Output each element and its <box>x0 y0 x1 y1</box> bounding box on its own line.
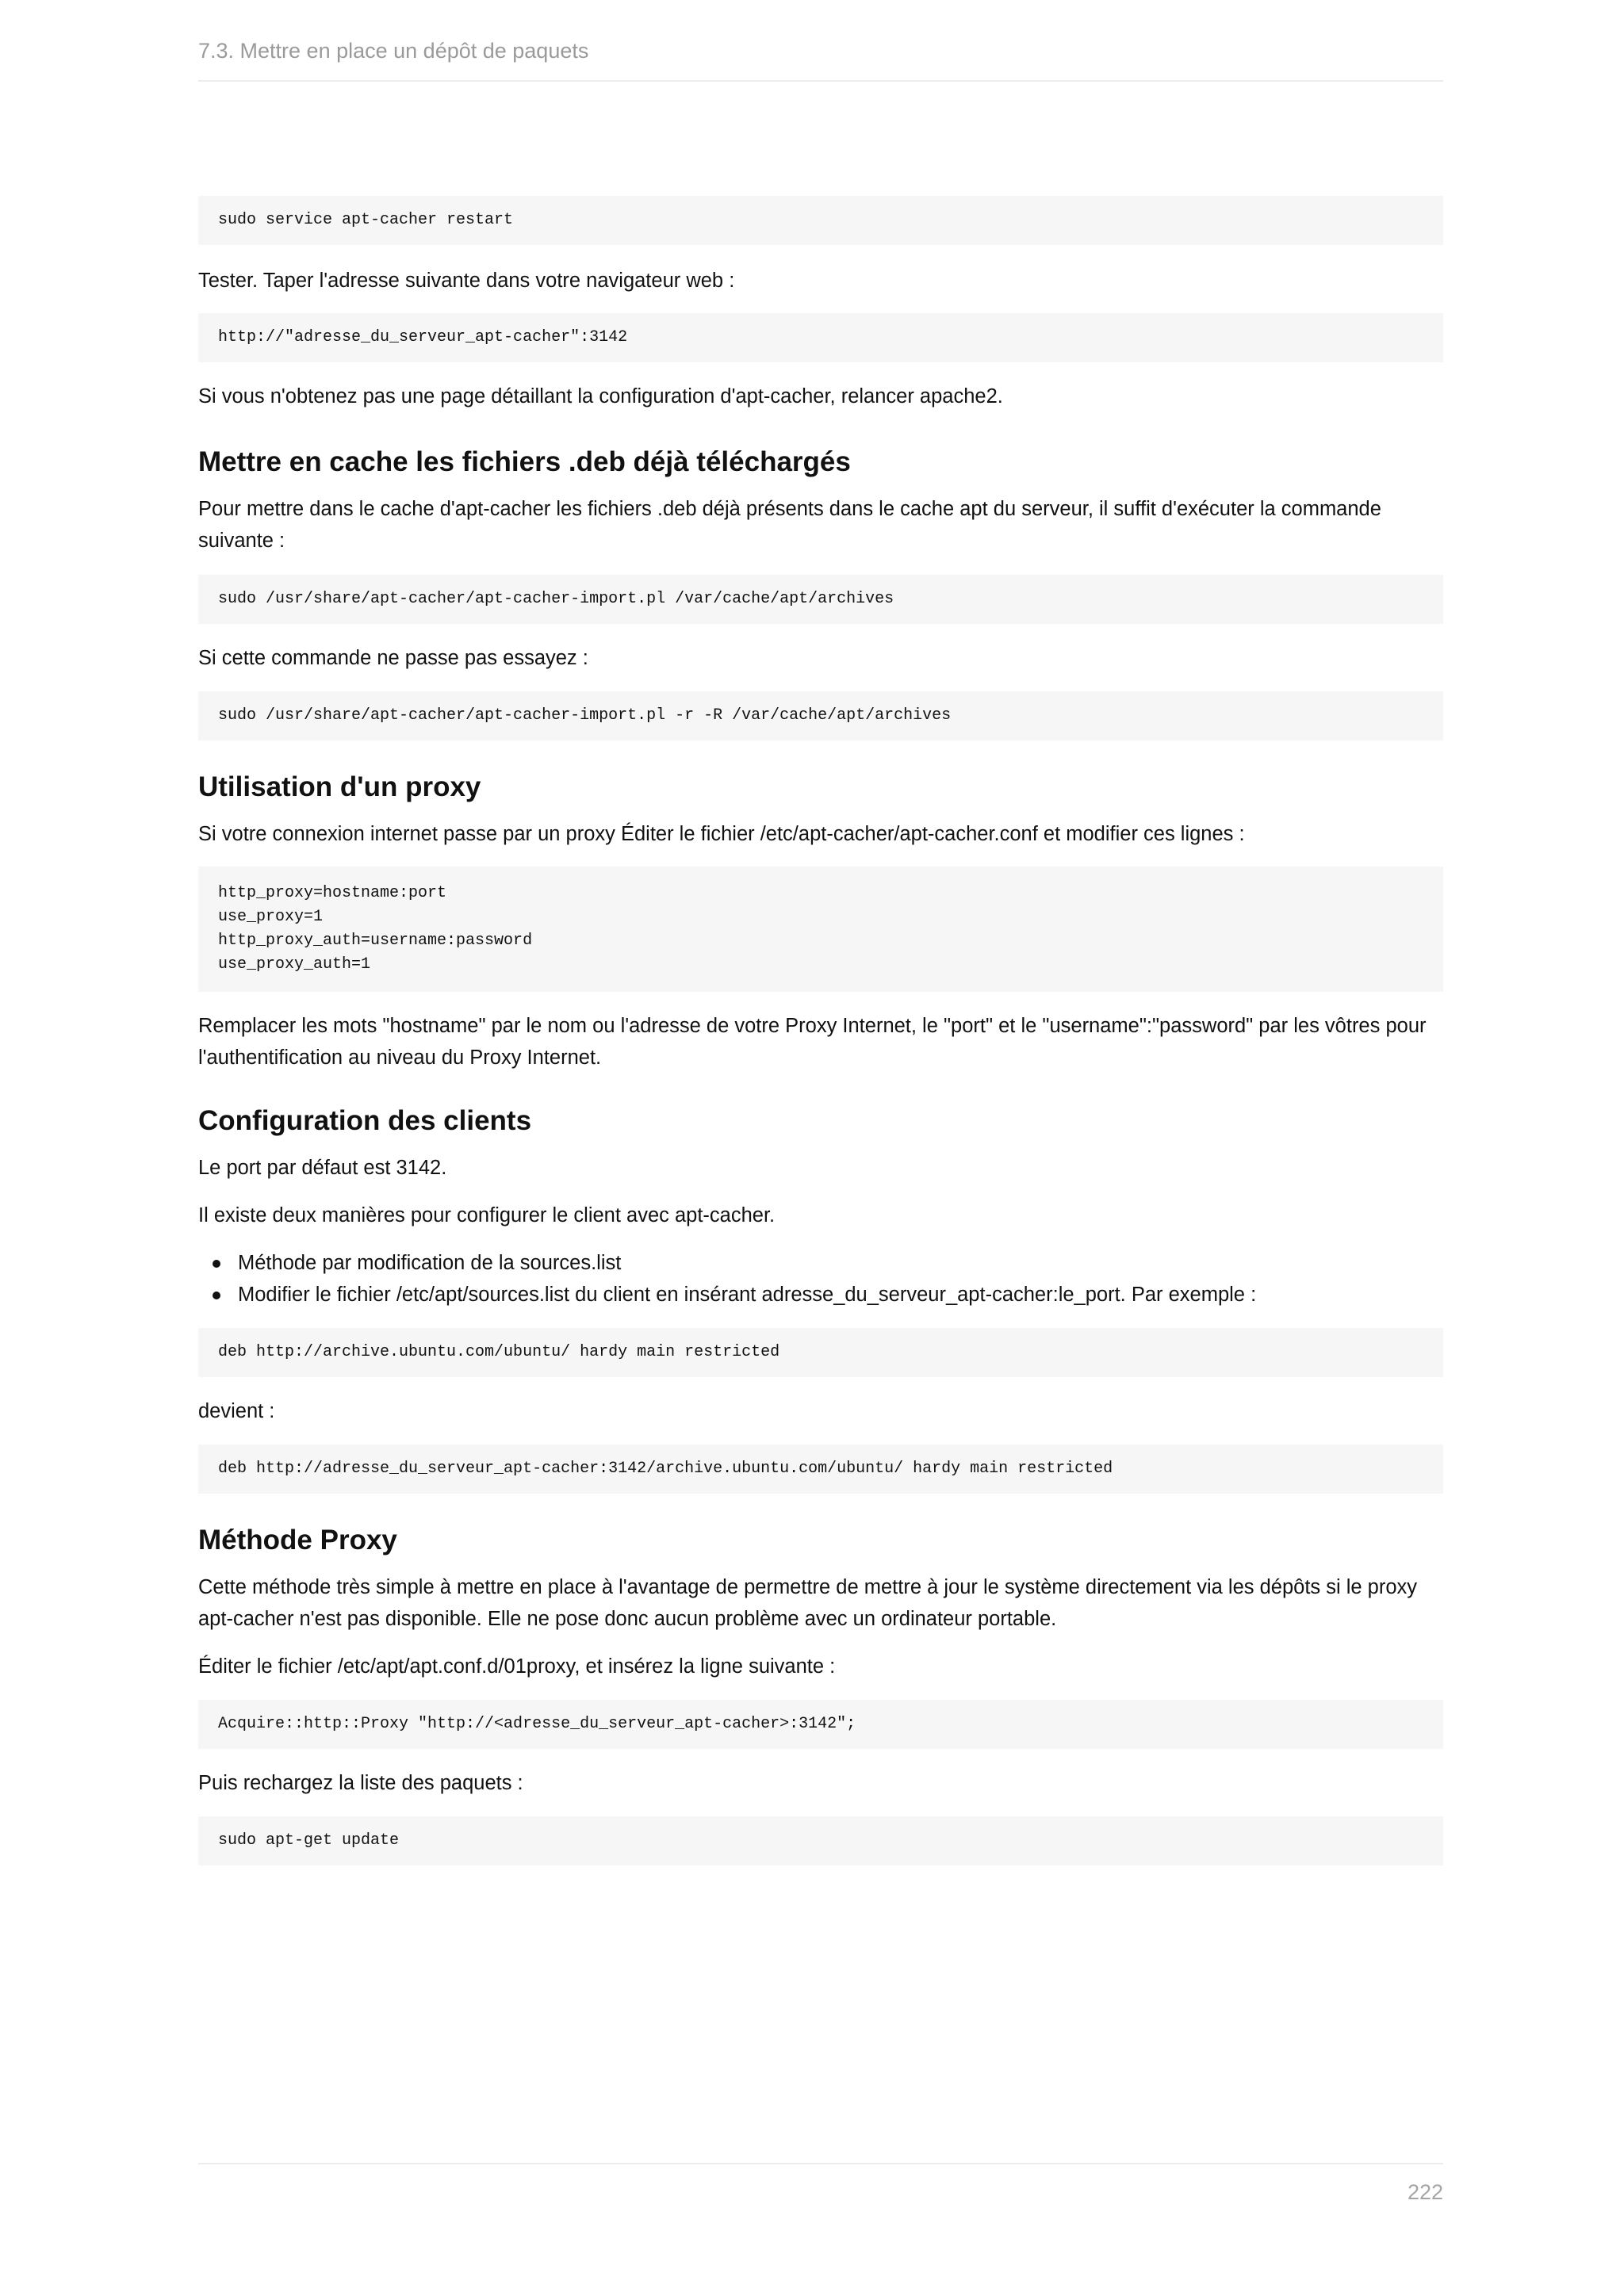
code-block: deb http://adresse_du_serveur_apt-cacher:3142/archive.ubuntu.com/ubuntu/ hardy main restricted <box>198 1445 1443 1494</box>
list-item <box>198 1279 1443 1311</box>
page-content <box>198 196 1443 1866</box>
code-block: sudo apt-get update <box>198 1816 1443 1866</box>
section-heading: Mettre en cache les fichiers .deb déjà téléchargés <box>198 446 851 477</box>
list-item-text: Modifier le fichier /etc/apt/sources.list du client en insérant adresse_du_serveur_apt-cacher:le_port. Par exemple : <box>238 1284 1257 1306</box>
bullet-icon <box>213 1292 220 1299</box>
paragraph: Tester. Taper l'adresse suivante dans votre navigateur web : <box>198 270 735 292</box>
paragraph: Puis rechargez la liste des paquets : <box>198 1772 523 1794</box>
section-heading: Utilisation d'un proxy <box>198 771 481 802</box>
paragraph: Si cette commande ne passe pas essayez : <box>198 647 588 669</box>
bullet-icon <box>213 1260 220 1268</box>
footer-divider <box>198 2163 1443 2164</box>
paragraph: Le port par défaut est 3142. <box>198 1157 447 1179</box>
section-heading: Méthode Proxy <box>198 1525 397 1556</box>
paragraph: Il existe deux manières pour configurer le client avec apt-cacher. <box>198 1204 776 1226</box>
code-block: sudo service apt-cacher restart <box>198 196 1443 245</box>
list-item <box>198 1247 1443 1279</box>
page-number: 222 <box>1407 2180 1443 2204</box>
bullet-list <box>198 1247 1443 1311</box>
code-block: http_proxy=hostname:port use_proxy=1 http_proxy_auth=username:password use_proxy_auth=1 <box>198 867 1443 992</box>
paragraph: Si vous n'obtenez pas une page détaillant la configuration d'apt-cacher, relancer apache2. <box>198 385 1003 408</box>
section-heading: Configuration des clients <box>198 1105 532 1136</box>
code-block: http://"adresse_du_serveur_apt-cacher":3142 <box>198 313 1443 362</box>
paragraph: Éditer le fichier /etc/apt/apt.conf.d/01proxy, et insérez la ligne suivante : <box>198 1655 836 1678</box>
code-block: deb http://archive.ubuntu.com/ubuntu/ hardy main restricted <box>198 1328 1443 1377</box>
paragraph: Cette méthode très simple à mettre en place à l'avantage de permettre de mettre à jour le système directement via les dépôts si le proxy apt-cacher n'est pas disponible. Elle ne pose donc aucun problème avec un ordinateur portable. <box>198 1576 1418 1630</box>
code-block: Acquire::http::Proxy "http://<adresse_du_serveur_apt-cacher>:3142"; <box>198 1700 1443 1749</box>
paragraph: Si votre connexion internet passe par un proxy Éditer le fichier /etc/apt-cacher/apt-cacher.conf et modifier ces lignes : <box>198 823 1245 845</box>
paragraph: Pour mettre dans le cache d'apt-cacher les fichiers .deb déjà présents dans le cache apt du serveur, il suffit d'exécuter la commande suivante : <box>198 498 1381 552</box>
paragraph: Remplacer les mots "hostname" par le nom ou l'adresse de votre Proxy Internet, le "port" et le "username":"password" par les vôtres pour l'authentification au niveau du Proxy Internet. <box>198 1015 1427 1069</box>
running-header: 7.3. Mettre en place un dépôt de paquets <box>198 35 1443 82</box>
list-item-text: Méthode par modification de la sources.list <box>238 1252 622 1274</box>
code-block: sudo /usr/share/apt-cacher/apt-cacher-import.pl -r -R /var/cache/apt/archives <box>198 691 1443 740</box>
paragraph: devient : <box>198 1400 275 1422</box>
code-block: sudo /usr/share/apt-cacher/apt-cacher-import.pl /var/cache/apt/archives <box>198 575 1443 624</box>
